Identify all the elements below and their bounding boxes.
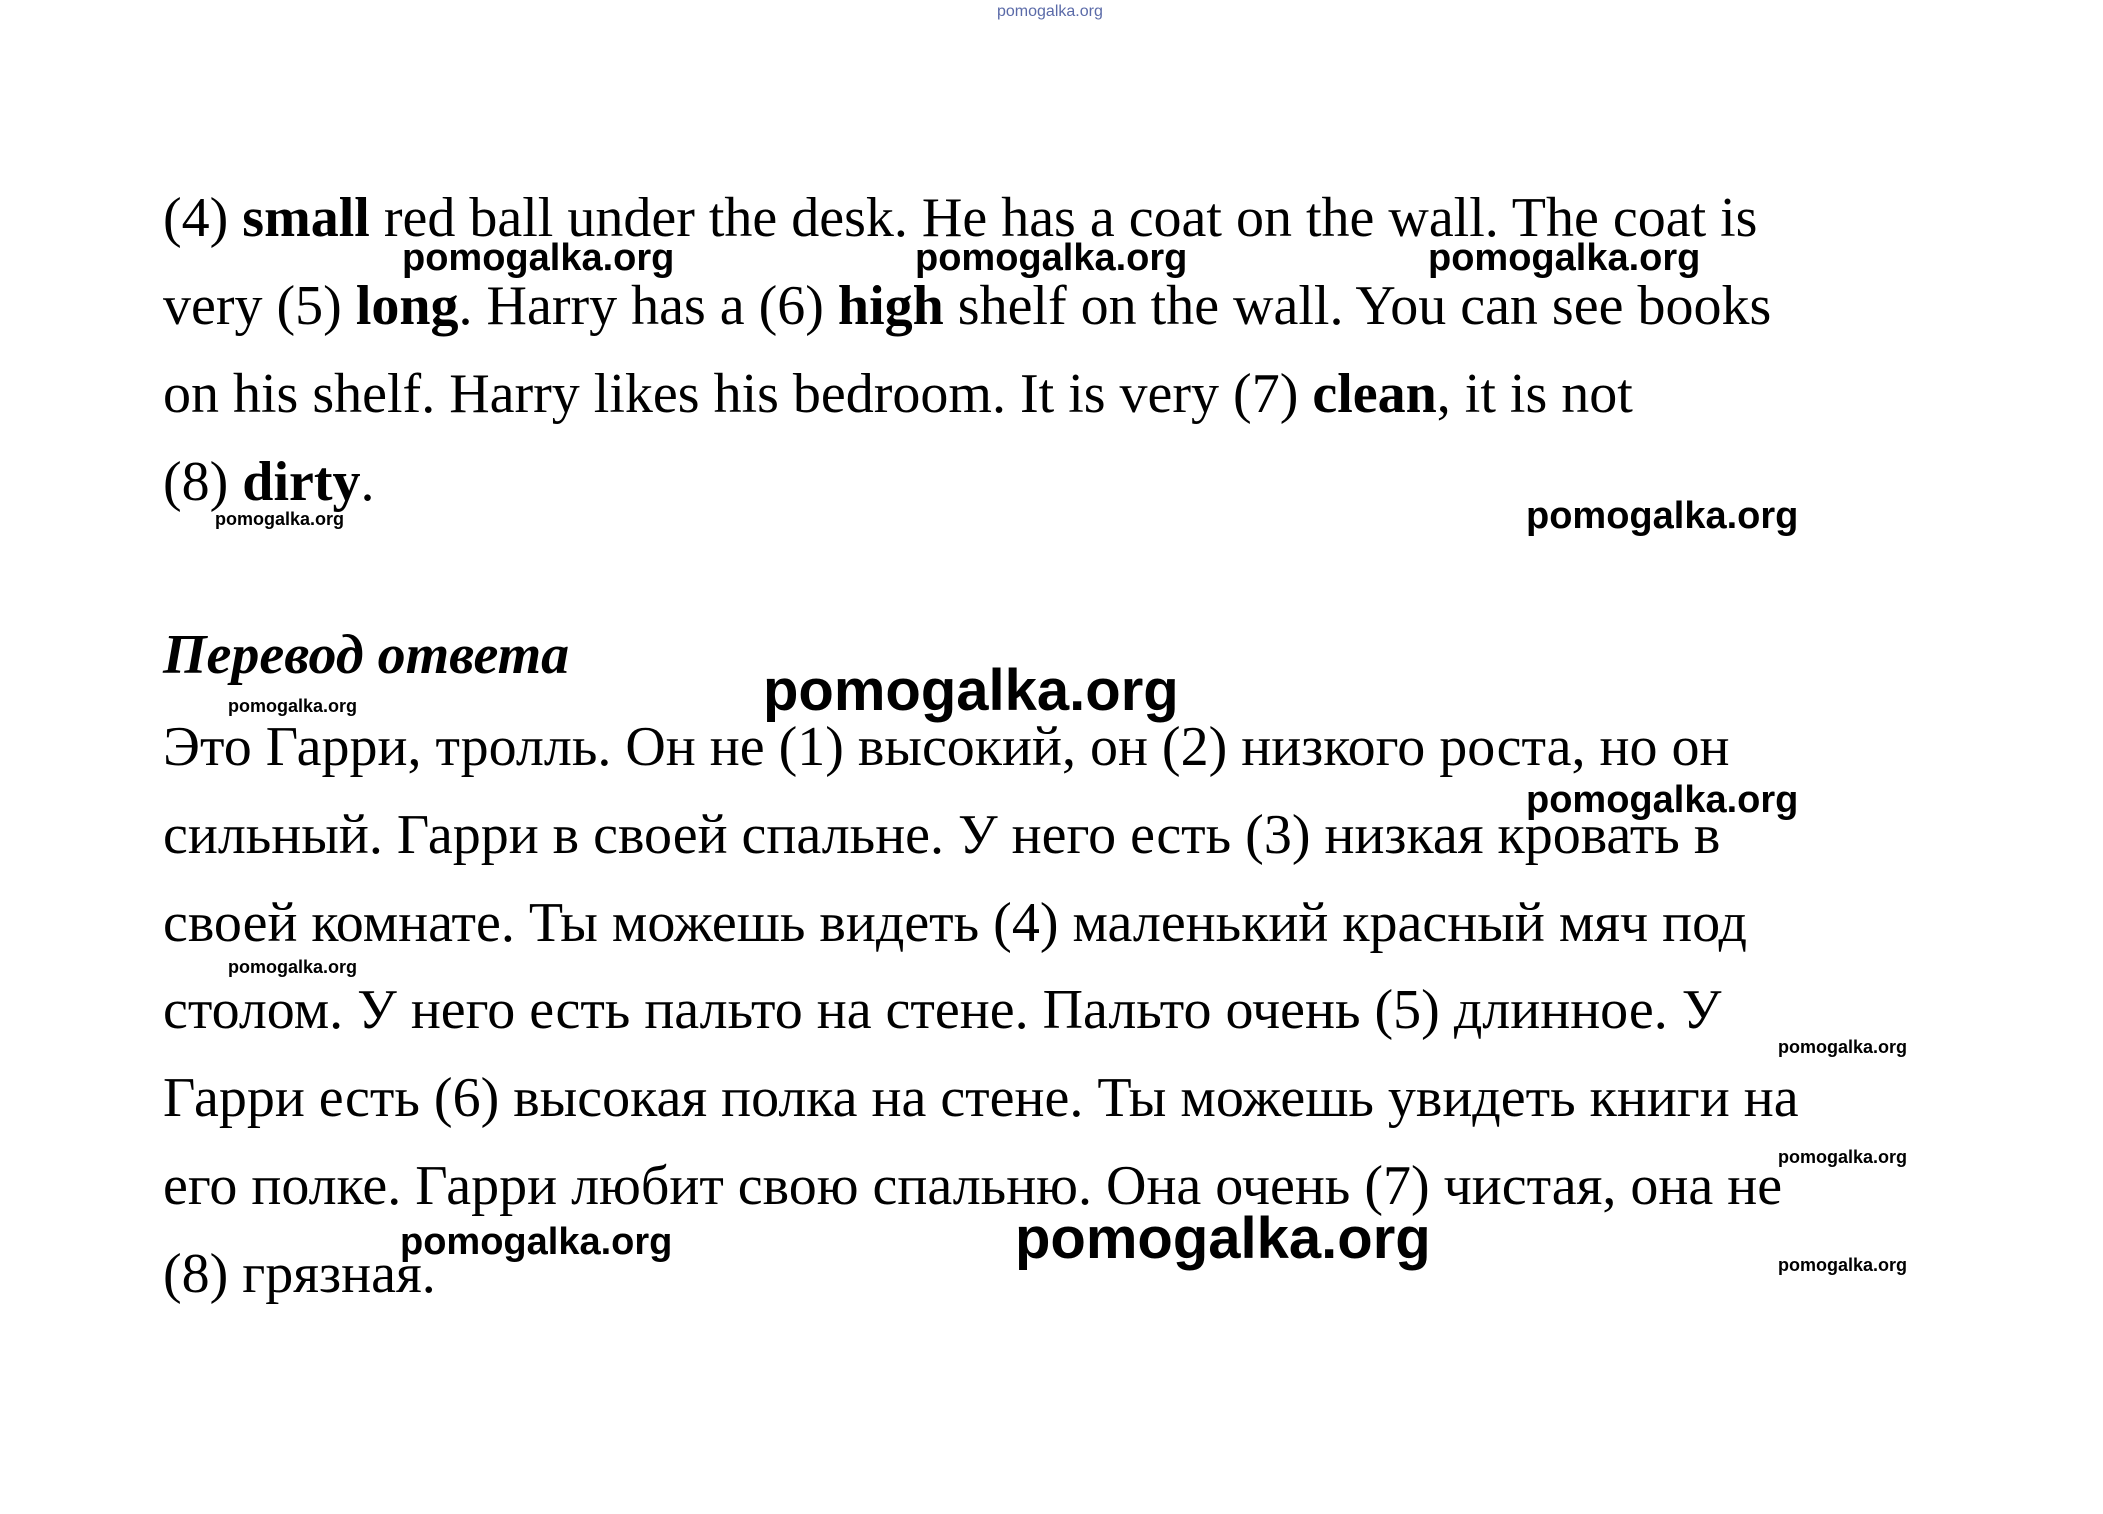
translation-line-6: его полке. Гарри любит свою спальню. Она очень (7) чистая, она не (163, 1155, 1783, 1217)
watermark: pomogalka.org (1015, 1206, 1431, 1271)
translation-line-2: сильный. Гарри в своей спальне. У него есть (3) низкая кровать в (163, 804, 1721, 866)
english-line-3 (163, 363, 1963, 425)
watermark: pomogalka.org (1526, 779, 1799, 821)
translation-line-3: своей комнате. Ты можешь видеть (4) маленький красный мяч под (163, 892, 1748, 954)
answer-word: long (355, 275, 459, 337)
watermark: pomogalka.org (1526, 495, 1799, 537)
watermark: pomogalka.org (915, 237, 1188, 279)
translation-line-7: (8) грязная. (163, 1243, 436, 1305)
watermark: pomogalka.org (1778, 1037, 1908, 1057)
answer-word: dirty (242, 451, 361, 513)
text-run: (4) (163, 187, 243, 249)
text-run: on his shelf. Harry likes his bedroom. It is very (7) (163, 363, 1313, 425)
watermark: pomogalka.org (402, 237, 675, 279)
translation-line-1: Это Гарри, тролль. Он не (1) высокий, он (2) низкого роста, но он (163, 716, 1730, 778)
watermark: pomogalka.org (400, 1221, 673, 1263)
text-run: red ball under the desk. He has a coat on the wall. The coat is (369, 187, 1758, 249)
translation-line-5: Гарри есть (6) высокая полка на стене. Ты можешь увидеть книги на (163, 1067, 1799, 1129)
translation-heading: Перевод ответа (163, 624, 570, 686)
watermark: pomogalka.org (1778, 1255, 1908, 1275)
text-run: . (360, 451, 375, 513)
text-run: , it is not (1436, 363, 1633, 425)
watermark: pomogalka.org (228, 696, 358, 716)
answer-word: clean (1312, 363, 1437, 425)
english-line-2 (163, 275, 1963, 337)
watermark: pomogalka.org (215, 509, 345, 529)
watermark: pomogalka.org (1428, 237, 1701, 279)
watermark: pomogalka.org (763, 658, 1179, 723)
top-watermark: pomogalka.org (997, 3, 1103, 20)
text-run: very (5) (163, 275, 356, 337)
watermark: pomogalka.org (228, 957, 358, 977)
translation-line-4: столом. У него есть пальто на стене. Пальто очень (5) длинное. У (163, 979, 1722, 1041)
watermark: pomogalka.org (1778, 1147, 1908, 1167)
text-run: (8) (163, 451, 243, 513)
answer-word: high (837, 275, 944, 337)
text-run: shelf on the wall. You can see books (943, 275, 1772, 337)
text-run: . Harry has a (6) (458, 275, 838, 337)
answer-word: small (242, 187, 370, 249)
